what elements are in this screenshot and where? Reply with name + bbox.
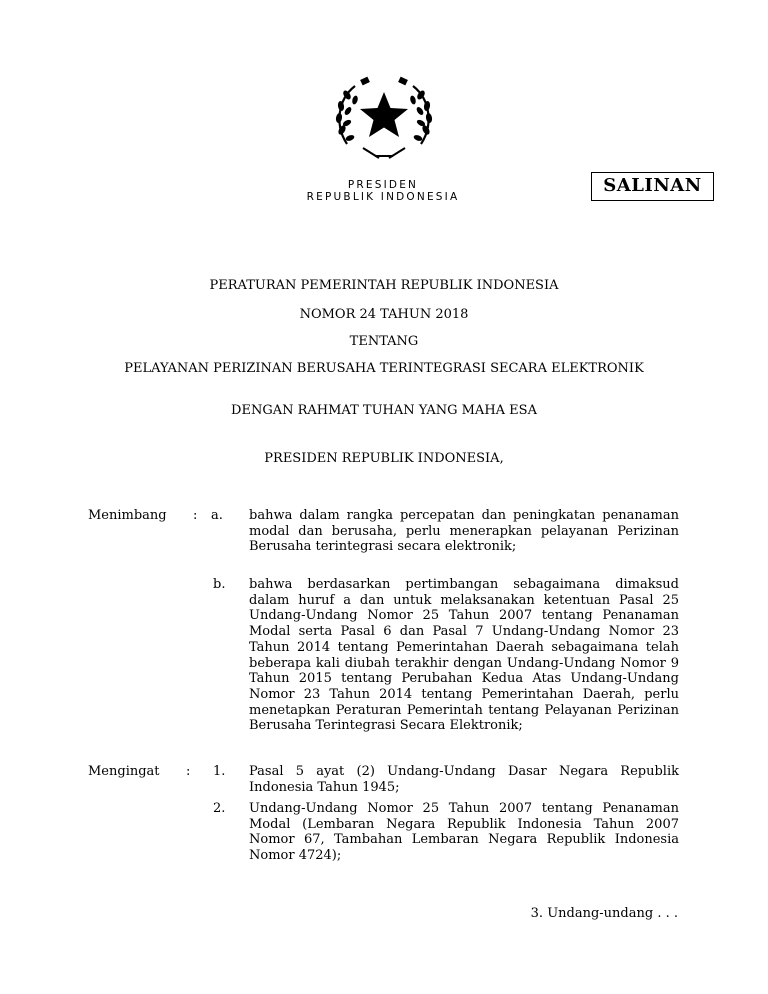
regulation-number: NOMOR 24 TAHUN 2018 xyxy=(299,307,469,322)
menimbang-marker-b: b. xyxy=(213,577,226,592)
presiden-label: PRESIDEN xyxy=(347,179,419,191)
menimbang-colon: : xyxy=(193,508,198,523)
garuda-emblem-icon xyxy=(333,74,435,164)
republik-indonesia-label: REPUBLIK INDONESIA xyxy=(306,191,460,203)
mengingat-colon: : xyxy=(186,764,191,779)
mengingat-marker-2: 2. xyxy=(213,801,226,816)
mengingat-label: Mengingat xyxy=(88,764,160,779)
mengingat-item-2: Undang-Undang Nomor 25 Tahun 2007 tentang Penanaman Modal (Lembaran Negara Republik Indonesia Tahun 2007 Nomor 67, Tambahan Lembaran Negara Republik Indonesia Nomor 4724); xyxy=(249,801,679,864)
tentang-label: TENTANG xyxy=(349,334,419,349)
menimbang-label: Menimbang xyxy=(88,508,167,523)
regulation-title: PERATURAN PEMERINTAH REPUBLIK INDONESIA xyxy=(209,278,559,293)
menimbang-marker-a: a. xyxy=(211,508,223,523)
menimbang-item-b: bahwa berdasarkan pertimbangan sebagaimana dimaksud dalam huruf a dan untuk melaksanakan ketentuan Pasal 25 Undang-Undang Nomor 25 Tahun 2007 tentang Penanaman Modal serta Pasal 6 dan Pasal 7 Undang-Undang Nomor 23 Tahun 2014 tentang Pemerintahan Daerah sebagaimana telah beberapa kali diubah terakhir dengan Undang-Undang Nomor 9 Tahun 2015 tentang Perubahan Kedua Atas Undang-Undang Nomor 23 Tahun 2014 tentang Pemerintahan Daerah, perlu menetapkan Peraturan Pemerintah tentang Pelayanan Perizinan Berusaha Terintegrasi Secara Elektronik; xyxy=(249,577,679,734)
mengingat-item-1: Pasal 5 ayat (2) Undang-Undang Dasar Negara Republik Indonesia Tahun 1945; xyxy=(249,764,679,795)
page-continuation: 3. Undang-undang . . . xyxy=(530,906,678,921)
regulation-subject: PELAYANAN PERIZINAN BERUSAHA TERINTEGRASI SECARA ELEKTRONIK xyxy=(124,361,644,376)
invocation: DENGAN RAHMAT TUHAN YANG MAHA ESA xyxy=(231,403,537,418)
menimbang-item-a: bahwa dalam rangka percepatan dan peningkatan penanaman modal dan berusaha, perlu menerapkan pelayanan Perizinan Berusaha terintegrasi secara elektronik; xyxy=(249,508,679,555)
mengingat-marker-1: 1. xyxy=(213,764,226,779)
salinan-stamp: SALINAN xyxy=(591,172,714,201)
president-heading: PRESIDEN REPUBLIK INDONESIA, xyxy=(264,451,504,466)
